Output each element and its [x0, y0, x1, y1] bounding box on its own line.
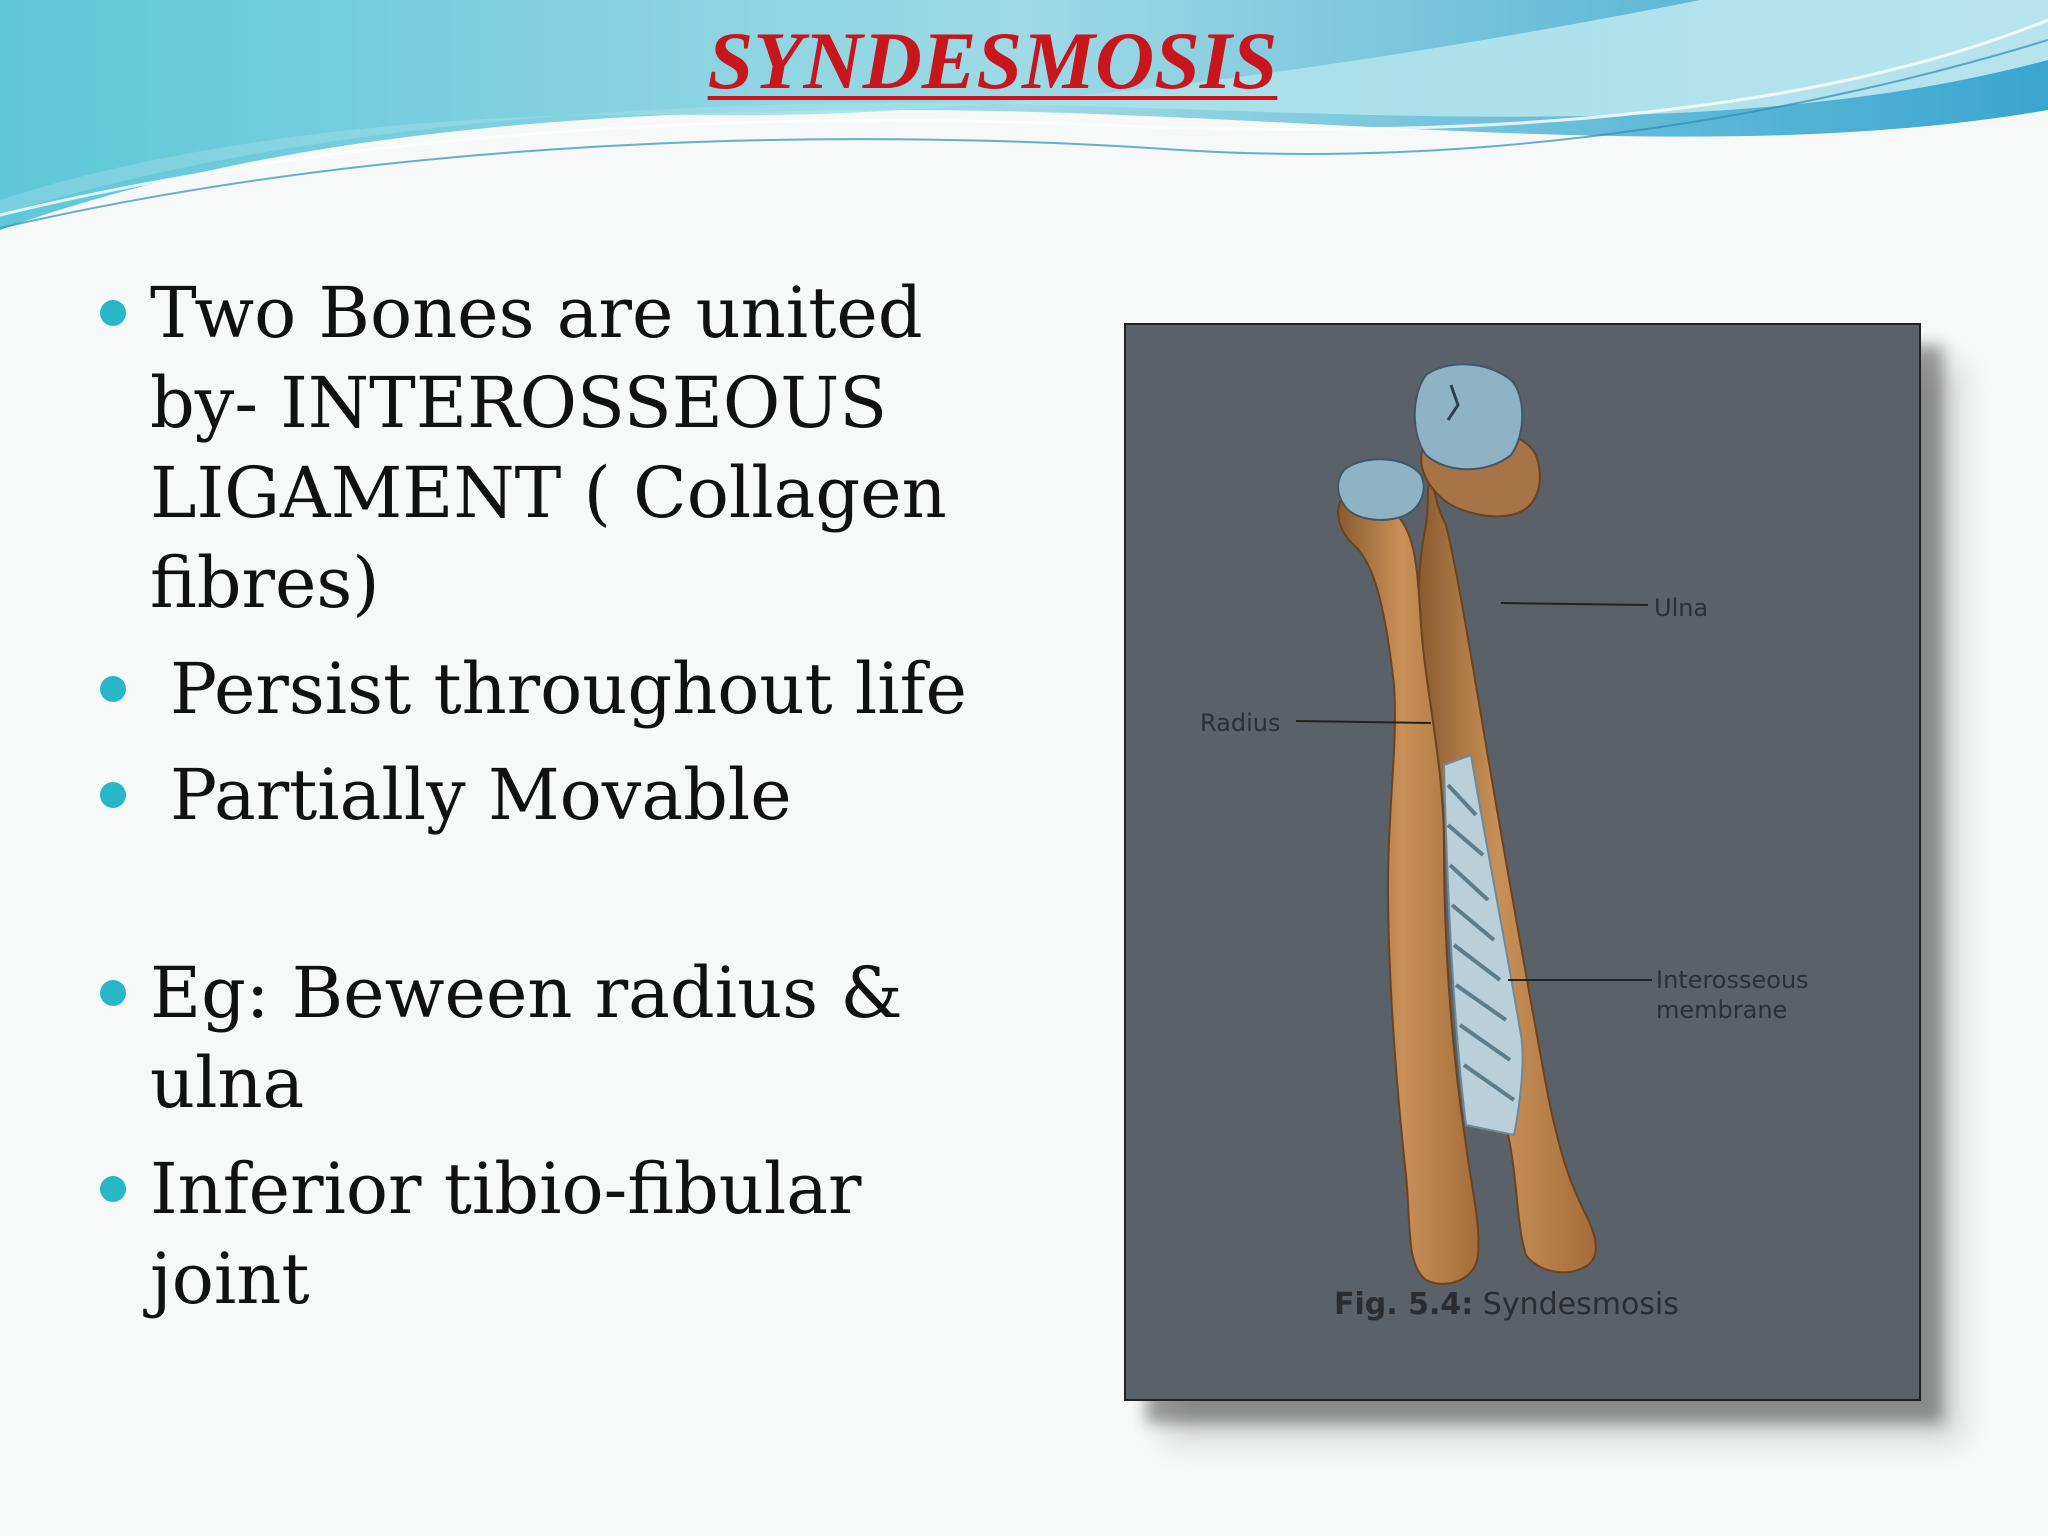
- ulna-label: Ulna: [1654, 594, 1709, 622]
- bullet-item: [150, 948, 1020, 1128]
- bullet-text: Inferior tibio-fibular joint: [150, 1148, 862, 1320]
- figure-caption-number: Fig. 5.4:: [1334, 1287, 1474, 1322]
- ulna-cartilage-cap: [1415, 364, 1523, 469]
- forearm-bones-illustration: [1126, 325, 1919, 1399]
- bullet-text: Persist throughout life: [170, 648, 967, 730]
- bullet-item: [150, 750, 1020, 840]
- ulna-leader-line: [1501, 603, 1648, 605]
- interosseous-membrane-label: Interosseous membrane: [1656, 966, 1809, 1024]
- bullet-item: [150, 1144, 1020, 1324]
- bullet-item: [150, 268, 1020, 628]
- figure-caption: [1334, 1287, 1679, 1322]
- radius-label: Radius: [1200, 709, 1281, 737]
- bullet-text: Eg: Beween radius & ulna: [150, 952, 903, 1124]
- bullet-icon: [100, 1176, 126, 1202]
- slide-title: SYNDESMOSIS: [707, 15, 1278, 106]
- bullet-item: [150, 644, 1020, 734]
- bullet-icon: [100, 300, 126, 326]
- bullet-icon: [100, 980, 126, 1006]
- bullet-list: [150, 268, 1020, 1340]
- figure-caption-text: Syndesmosis: [1482, 1287, 1679, 1322]
- bullet-text: Partially Movable: [170, 754, 792, 836]
- bullet-icon: [100, 676, 126, 702]
- bullet-icon: [100, 782, 126, 808]
- bullet-text: Two Bones are united by- INTEROSSEOUS LIGAMENT ( Collagen fibres): [150, 272, 947, 624]
- radius-head-cap: [1338, 459, 1424, 520]
- syndesmosis-figure: [1124, 323, 1921, 1401]
